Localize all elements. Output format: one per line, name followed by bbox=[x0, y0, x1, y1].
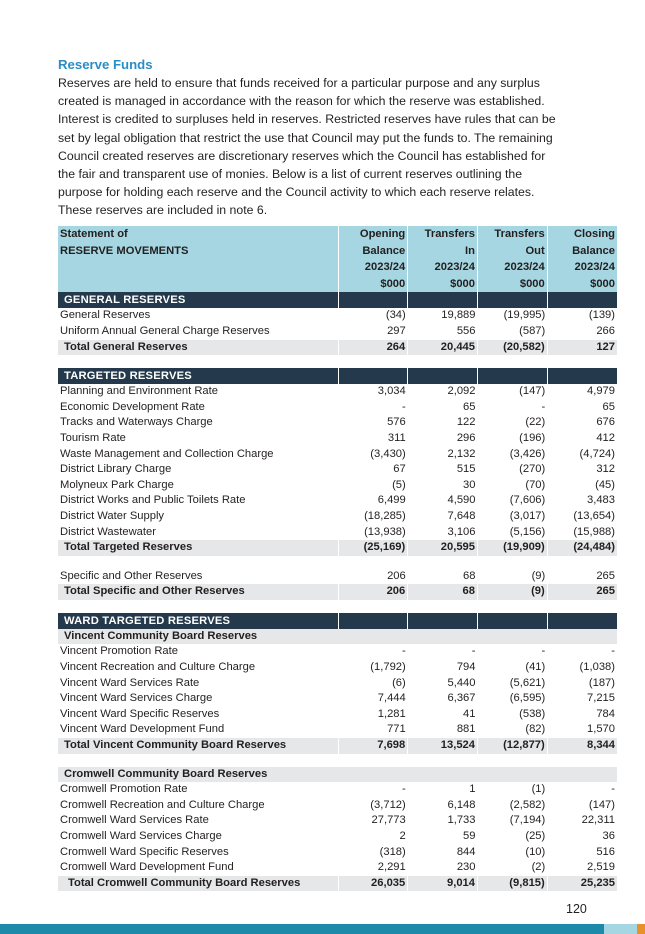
subsection-header bbox=[58, 629, 617, 645]
row-label: District Wastewater bbox=[60, 525, 156, 538]
value-cell: 1 bbox=[469, 783, 476, 796]
value-cell: (5) bbox=[392, 478, 406, 491]
table-row bbox=[58, 722, 617, 738]
header-cell-title bbox=[58, 276, 338, 293]
value-cell: (15,988) bbox=[573, 525, 615, 538]
value-cell: 784 bbox=[596, 707, 615, 720]
total-value: 206 bbox=[338, 584, 408, 600]
subsection-blank-cell bbox=[478, 767, 548, 783]
value-cell: (18,285) bbox=[364, 509, 406, 522]
spacer-cell bbox=[58, 600, 617, 613]
total-value: 13,524 bbox=[408, 738, 478, 754]
value-cell: (147) bbox=[519, 385, 546, 398]
header-cell-title bbox=[58, 259, 338, 276]
table-row bbox=[58, 462, 617, 478]
value-cell: (538) bbox=[519, 707, 546, 720]
row-label: District Water Supply bbox=[60, 509, 165, 522]
section-blank-cell bbox=[338, 292, 408, 308]
section-blank-cell bbox=[408, 613, 478, 629]
total-value: (25,169) bbox=[338, 540, 408, 556]
header-cell-closing: Balance bbox=[547, 243, 617, 260]
value-cell: (13,654) bbox=[573, 509, 615, 522]
value-cell: (6,595) bbox=[509, 692, 546, 705]
section-title: WARD TARGETED RESERVES bbox=[58, 613, 338, 629]
header-cell-opening: 2023/24 bbox=[338, 259, 408, 276]
table-body bbox=[58, 226, 617, 891]
value-cell: (5,156) bbox=[509, 525, 546, 538]
row-label: Vincent Ward Services Rate bbox=[60, 676, 200, 689]
table-row bbox=[58, 447, 617, 463]
value-cell: (587) bbox=[519, 324, 546, 337]
value-cell: (5,621) bbox=[509, 676, 546, 689]
header-cell-opening: $000 bbox=[338, 276, 408, 293]
value-cell: 6,499 bbox=[377, 494, 406, 507]
spacer-row bbox=[58, 754, 617, 767]
header-cell-closing: Closing bbox=[547, 226, 617, 243]
row-label: Vincent Ward Development Fund bbox=[60, 723, 225, 736]
row-label: Tracks and Waterways Charge bbox=[60, 416, 213, 429]
table-row bbox=[58, 384, 617, 400]
total-label: Total Vincent Community Board Reserves bbox=[58, 738, 338, 754]
value-cell: 3,034 bbox=[377, 385, 406, 398]
row-label: Waste Management and Collection Charge bbox=[60, 447, 274, 460]
spacer-row bbox=[58, 556, 617, 569]
value-cell: (13,938) bbox=[364, 525, 406, 538]
footer-bar bbox=[0, 924, 645, 934]
value-cell: 794 bbox=[456, 661, 476, 674]
total-value: 25,235 bbox=[547, 876, 617, 892]
row-label: Cromwell Ward Development Fund bbox=[60, 861, 234, 874]
total-value: (9,815) bbox=[478, 876, 548, 892]
value-cell: (1,038) bbox=[579, 661, 615, 674]
value-cell: (196) bbox=[519, 431, 546, 444]
table-header-row bbox=[58, 226, 617, 243]
value-cell: 230 bbox=[456, 861, 476, 874]
intro-line: created is managed in accordance with the reason for which the reserve was established. bbox=[58, 94, 545, 109]
value-cell: (82) bbox=[525, 723, 546, 736]
total-value: 264 bbox=[338, 340, 408, 356]
value-cell: (187) bbox=[588, 676, 615, 689]
section-blank-cell bbox=[547, 368, 617, 384]
value-cell: 266 bbox=[596, 324, 615, 337]
section-header bbox=[58, 368, 617, 384]
total-value: 265 bbox=[547, 584, 617, 600]
header-cell-title: Statement of bbox=[58, 226, 338, 243]
value-cell: (318) bbox=[379, 845, 406, 858]
table-row bbox=[58, 493, 617, 509]
row-label: Vincent Recreation and Culture Charge bbox=[60, 661, 256, 674]
table-row bbox=[58, 415, 617, 431]
value-cell: 516 bbox=[596, 845, 615, 858]
row-label: Vincent Ward Specific Reserves bbox=[60, 707, 220, 720]
table-row bbox=[58, 782, 617, 798]
value-cell: 41 bbox=[463, 707, 476, 720]
row-label: Vincent Promotion Rate bbox=[60, 645, 178, 658]
table-header-row bbox=[58, 243, 617, 260]
value-cell: 6,367 bbox=[447, 692, 476, 705]
value-cell: - bbox=[541, 645, 546, 658]
total-row bbox=[58, 340, 617, 356]
value-cell: (1,792) bbox=[370, 661, 406, 674]
table-row bbox=[58, 478, 617, 494]
total-value: 20,445 bbox=[408, 340, 478, 356]
section-heading: Reserve Funds bbox=[58, 57, 153, 72]
header-cell-transfers_out: 2023/24 bbox=[478, 259, 548, 276]
total-value: 9,014 bbox=[408, 876, 478, 892]
subsection-blank-cell bbox=[338, 767, 408, 783]
value-cell: - bbox=[611, 783, 615, 796]
table-row bbox=[58, 308, 617, 324]
total-value: (12,877) bbox=[478, 738, 548, 754]
spacer-cell bbox=[58, 754, 617, 767]
header-cell-transfers_out: Transfers bbox=[478, 226, 548, 243]
value-cell: 7,444 bbox=[377, 692, 406, 705]
header-cell-opening: Balance bbox=[338, 243, 408, 260]
intro-line: Interest is credited to surpluses held in reserves. Restricted reserves have rules that can be bbox=[58, 112, 556, 127]
subsection-title: Vincent Community Board Reserves bbox=[58, 629, 338, 645]
value-cell: (4,724) bbox=[579, 447, 615, 460]
reserve-funds-section bbox=[58, 57, 618, 220]
value-cell: 265 bbox=[596, 569, 615, 582]
table-row bbox=[58, 660, 617, 676]
row-label: District Library Charge bbox=[60, 463, 172, 476]
header-cell-transfers_in: In bbox=[408, 243, 478, 260]
value-cell: 515 bbox=[456, 463, 476, 476]
value-cell: (147) bbox=[588, 798, 615, 811]
value-cell: - bbox=[541, 400, 546, 413]
subsection-title: Cromwell Community Board Reserves bbox=[58, 767, 338, 783]
table-row bbox=[58, 644, 617, 660]
header-cell-transfers_out: Out bbox=[478, 243, 548, 260]
total-value: 8,344 bbox=[547, 738, 617, 754]
total-value: (19,909) bbox=[478, 540, 548, 556]
value-cell: (270) bbox=[519, 463, 546, 476]
value-cell: (7,606) bbox=[509, 494, 546, 507]
table-row bbox=[58, 525, 617, 541]
table-row bbox=[58, 431, 617, 447]
value-cell: 7,648 bbox=[447, 509, 476, 522]
table-row bbox=[58, 845, 617, 861]
value-cell: (1) bbox=[531, 783, 546, 796]
value-cell: (9) bbox=[531, 569, 546, 582]
reserve-movements-table bbox=[58, 226, 617, 891]
row-label: Cromwell Ward Specific Reserves bbox=[60, 845, 229, 858]
value-cell: 7,215 bbox=[587, 692, 615, 705]
total-row bbox=[58, 540, 617, 556]
value-cell: (3,017) bbox=[509, 509, 546, 522]
section-header bbox=[58, 613, 617, 629]
spacer-cell bbox=[58, 556, 617, 569]
header-cell-transfers_out: $000 bbox=[478, 276, 548, 293]
header-cell-opening: Opening bbox=[338, 226, 408, 243]
table-row bbox=[58, 813, 617, 829]
intro-line: set by legal obligation that restrict the use that Council may put the funds to. The remaining bbox=[58, 130, 553, 145]
value-cell: 312 bbox=[596, 463, 615, 476]
value-cell: 4,979 bbox=[587, 385, 615, 398]
total-value: (24,484) bbox=[547, 540, 617, 556]
section-blank-cell bbox=[338, 368, 408, 384]
section-blank-cell bbox=[338, 613, 408, 629]
intro-line: Reserves are held to ensure that funds received for a particular purpose and any surplus bbox=[58, 76, 540, 90]
row-label: District Works and Public Toilets Rate bbox=[60, 494, 246, 507]
header-cell-transfers_in: Transfers bbox=[408, 226, 478, 243]
value-cell: (3,712) bbox=[370, 798, 406, 811]
intro-line: These reserves are included in note 6. bbox=[58, 203, 268, 218]
footer-bar-accent bbox=[637, 924, 645, 934]
total-label: Total General Reserves bbox=[58, 340, 338, 356]
table-row bbox=[58, 509, 617, 525]
subsection-blank-cell bbox=[338, 629, 408, 645]
header-cell-closing: 2023/24 bbox=[547, 259, 617, 276]
value-cell: (2,582) bbox=[509, 798, 546, 811]
total-value: 26,035 bbox=[338, 876, 408, 892]
value-cell: 30 bbox=[463, 478, 476, 491]
value-cell: 5,440 bbox=[447, 676, 476, 689]
table-header-row bbox=[58, 276, 617, 293]
total-row bbox=[58, 876, 617, 892]
row-label: Vincent Ward Services Charge bbox=[60, 692, 213, 705]
value-cell: - bbox=[611, 645, 615, 658]
row-label: Molyneux Park Charge bbox=[60, 478, 174, 491]
value-cell: 881 bbox=[456, 723, 476, 736]
value-cell: (70) bbox=[525, 478, 546, 491]
value-cell: 412 bbox=[596, 431, 615, 444]
value-cell: - bbox=[402, 783, 406, 796]
total-row bbox=[58, 738, 617, 754]
value-cell: 311 bbox=[387, 431, 406, 444]
value-cell: 36 bbox=[602, 830, 615, 842]
table-row bbox=[58, 400, 617, 416]
value-cell: (7,194) bbox=[509, 814, 546, 827]
value-cell: 1,570 bbox=[587, 723, 615, 736]
subsection-header bbox=[58, 767, 617, 783]
value-cell: - bbox=[471, 645, 476, 658]
value-cell: 68 bbox=[463, 569, 476, 582]
section-title: GENERAL RESERVES bbox=[58, 292, 338, 308]
value-cell: (10) bbox=[525, 845, 546, 858]
value-cell: 297 bbox=[387, 324, 406, 337]
subsection-blank-cell bbox=[408, 767, 478, 783]
table-row bbox=[58, 829, 617, 845]
row-label: Cromwell Ward Services Rate bbox=[60, 814, 209, 827]
value-cell: (3,430) bbox=[370, 447, 406, 460]
table-row bbox=[58, 569, 617, 585]
value-cell: 122 bbox=[456, 416, 476, 429]
value-cell: 6,148 bbox=[447, 798, 476, 811]
spacer-row bbox=[58, 355, 617, 368]
total-label: Total Cromwell Community Board Reserves bbox=[58, 876, 338, 892]
footer-bar-light bbox=[604, 924, 637, 934]
header-cell-title: RESERVE MOVEMENTS bbox=[58, 243, 338, 260]
section-blank-cell bbox=[478, 613, 548, 629]
total-value: 20,595 bbox=[408, 540, 478, 556]
value-cell: 19,889 bbox=[441, 309, 476, 322]
page-number: 120 bbox=[566, 902, 587, 916]
section-blank-cell bbox=[408, 368, 478, 384]
total-value: 127 bbox=[547, 340, 617, 356]
value-cell: 2,291 bbox=[377, 861, 406, 874]
value-cell: 3,106 bbox=[447, 525, 476, 538]
value-cell: 206 bbox=[387, 569, 406, 582]
subsection-blank-cell bbox=[547, 767, 617, 783]
value-cell: 22,311 bbox=[581, 814, 615, 827]
table-header-row bbox=[58, 259, 617, 276]
row-label: Planning and Environment Rate bbox=[60, 385, 218, 398]
table-row bbox=[58, 798, 617, 814]
value-cell: 1,281 bbox=[377, 707, 406, 720]
section-header bbox=[58, 292, 617, 308]
header-cell-transfers_in: 2023/24 bbox=[408, 259, 478, 276]
value-cell: 2,092 bbox=[447, 385, 476, 398]
row-label: Specific and Other Reserves bbox=[60, 569, 203, 582]
total-value: (9) bbox=[478, 584, 548, 600]
value-cell: 576 bbox=[387, 416, 406, 429]
subsection-blank-cell bbox=[547, 629, 617, 645]
subsection-blank-cell bbox=[478, 629, 548, 645]
subsection-blank-cell bbox=[408, 629, 478, 645]
footer-bar-main bbox=[0, 924, 604, 934]
value-cell: (3,426) bbox=[509, 447, 546, 460]
row-label: General Reserves bbox=[60, 309, 151, 322]
value-cell: 1,733 bbox=[447, 814, 476, 827]
value-cell: (34) bbox=[385, 309, 406, 322]
value-cell: (19,995) bbox=[503, 309, 546, 322]
spacer-row bbox=[58, 600, 617, 613]
total-row bbox=[58, 584, 617, 600]
value-cell: 844 bbox=[456, 845, 476, 858]
value-cell: (6) bbox=[392, 676, 406, 689]
intro-line: the fair and transparent use of monies. Below is a list of current reserves outlining the bbox=[58, 167, 523, 182]
header-cell-closing: $000 bbox=[547, 276, 617, 293]
row-label: Cromwell Ward Services Charge bbox=[60, 830, 222, 842]
section-blank-cell bbox=[547, 613, 617, 629]
row-label: Economic Development Rate bbox=[60, 400, 205, 413]
value-cell: 296 bbox=[456, 431, 476, 444]
value-cell: 4,590 bbox=[447, 494, 476, 507]
intro-line: purpose for holding each reserve and the Council activity to which each reserve relates. bbox=[58, 185, 535, 200]
section-blank-cell bbox=[478, 292, 548, 308]
section-title: TARGETED RESERVES bbox=[58, 368, 338, 384]
value-cell: 59 bbox=[463, 830, 476, 842]
section-blank-cell bbox=[478, 368, 548, 384]
table-row bbox=[58, 324, 617, 340]
value-cell: 27,773 bbox=[371, 814, 406, 827]
row-label: Cromwell Recreation and Culture Charge bbox=[60, 798, 265, 811]
value-cell: - bbox=[402, 645, 406, 658]
value-cell: (2) bbox=[531, 861, 546, 874]
value-cell: 2,519 bbox=[587, 861, 615, 874]
header-cell-transfers_in: $000 bbox=[408, 276, 478, 293]
value-cell: 65 bbox=[463, 400, 476, 413]
total-label: Total Targeted Reserves bbox=[58, 540, 338, 556]
total-value: 68 bbox=[408, 584, 478, 600]
total-value: 7,698 bbox=[338, 738, 408, 754]
row-label: Tourism Rate bbox=[60, 431, 126, 444]
section-blank-cell bbox=[547, 292, 617, 308]
value-cell: 3,483 bbox=[587, 494, 615, 507]
table-row bbox=[58, 707, 617, 723]
value-cell: 67 bbox=[393, 463, 406, 476]
row-label: Cromwell Promotion Rate bbox=[60, 783, 188, 796]
value-cell: 65 bbox=[602, 400, 615, 413]
value-cell: (41) bbox=[525, 661, 546, 674]
table-row bbox=[58, 676, 617, 692]
value-cell: 556 bbox=[456, 324, 476, 337]
value-cell: 2 bbox=[399, 830, 406, 842]
value-cell: (25) bbox=[525, 830, 546, 842]
intro-paragraph bbox=[58, 74, 618, 220]
total-label: Total Specific and Other Reserves bbox=[58, 584, 338, 600]
value-cell: 771 bbox=[387, 723, 406, 736]
table-row bbox=[58, 691, 617, 707]
value-cell: (22) bbox=[525, 416, 546, 429]
row-label: Uniform Annual General Charge Reserves bbox=[60, 324, 270, 337]
table-row bbox=[58, 860, 617, 876]
value-cell: 2,132 bbox=[447, 447, 476, 460]
total-value: (20,582) bbox=[478, 340, 548, 356]
spacer-cell bbox=[58, 355, 617, 368]
value-cell: (139) bbox=[588, 309, 615, 322]
value-cell: (45) bbox=[595, 478, 615, 491]
value-cell: 676 bbox=[596, 416, 615, 429]
value-cell: - bbox=[402, 400, 406, 413]
section-blank-cell bbox=[408, 292, 478, 308]
intro-line: Council created reserves are discretionary reserves which the Council has established for bbox=[58, 148, 546, 163]
